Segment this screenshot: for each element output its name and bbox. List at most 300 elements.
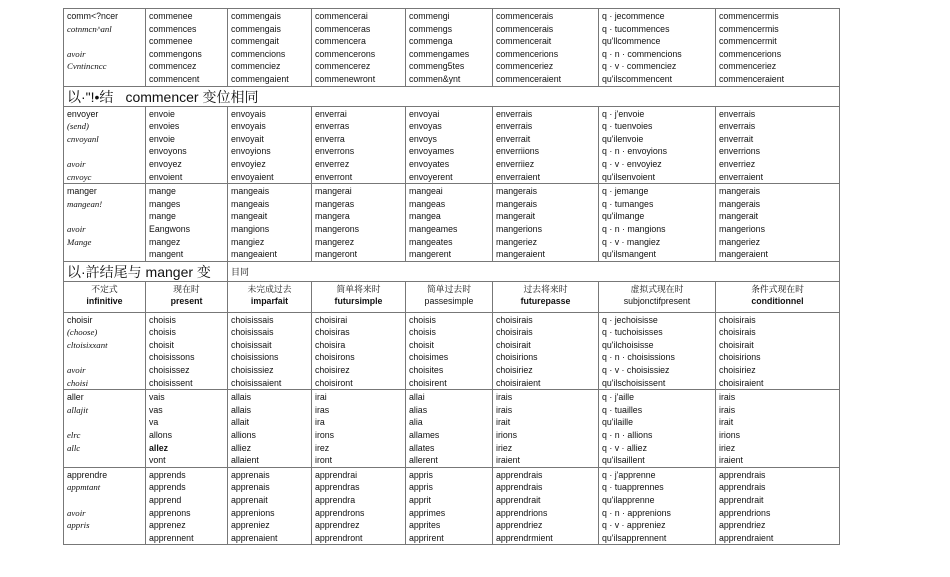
conjugated-form: alia xyxy=(409,417,423,428)
conjugated-form: enverrais xyxy=(719,121,756,132)
infinitive-note xyxy=(67,145,142,158)
tense-name-chinese: 简单过去时 xyxy=(427,283,471,294)
conjugated-form: allais xyxy=(231,392,252,403)
conjugated-form: envoie xyxy=(149,133,175,144)
cell-aller-conditionnel xyxy=(716,390,840,468)
conjugated-form: choisimes xyxy=(409,352,449,363)
conjugated-form: mangerent xyxy=(409,249,452,260)
conjugated-form: envoyait xyxy=(231,133,264,144)
conjugated-form: q · v · appreniez xyxy=(602,520,666,531)
cell-manger-futurepasse xyxy=(493,184,599,262)
conjugated-form: q · n · apprenions xyxy=(602,507,671,518)
conjugated-form: commencermit xyxy=(719,36,777,47)
cell-apprendre-imparfait xyxy=(228,467,312,545)
cell-aller-futurepasse xyxy=(493,390,599,468)
note-left: 以·"!•结 xyxy=(67,88,114,105)
conjugated-form: commen&ynt xyxy=(409,73,461,84)
conjugated-form: commencions xyxy=(231,48,286,59)
conjugated-form: commencermis xyxy=(719,11,779,21)
conjugated-form: qu'ilsenvoient xyxy=(602,171,656,182)
conjugation-table xyxy=(63,8,840,545)
conjugated-form: commengons xyxy=(149,48,202,59)
tense-name-chinese: 过去将来时 xyxy=(523,283,568,294)
conjugated-form: irait xyxy=(719,417,734,428)
conjugated-form: irions xyxy=(496,430,518,441)
conjugated-form: q · tuenvoies xyxy=(602,121,653,132)
conjugated-form: q · jechoisisse xyxy=(602,314,658,325)
note-continuation xyxy=(228,261,840,281)
infinitive-note: choisi xyxy=(67,377,89,388)
infinitive-note: aller xyxy=(67,392,84,403)
conjugated-form: mangeras xyxy=(315,198,355,209)
conjugated-form: commenceriez xyxy=(719,61,777,72)
conjugated-form: mange xyxy=(149,211,176,222)
conjugated-form: mangerions xyxy=(719,223,765,234)
infinitive-note: cnvoyanl xyxy=(67,133,99,144)
conjugated-form: envoyez xyxy=(149,158,182,169)
conjugated-form: mangions xyxy=(231,223,270,234)
conjugated-form: mangerez xyxy=(315,236,355,247)
cell-commencer-passesimple xyxy=(406,9,493,87)
conjugated-form: q · n · commencions xyxy=(602,48,682,59)
conjugated-form: q · tuailles xyxy=(602,404,643,415)
conjugated-form: apprendrons xyxy=(315,507,365,518)
cell-apprendre-subjonctif xyxy=(599,467,716,545)
infinitive-note: elrc xyxy=(67,430,81,441)
conjugated-form: q · jemange xyxy=(602,186,649,197)
conjugated-form: allons xyxy=(149,430,172,441)
conjugated-form: enverra xyxy=(315,133,345,144)
infinitive-note: avoir xyxy=(67,365,86,376)
conjugated-form: iraient xyxy=(719,455,743,466)
conjugated-form: allames xyxy=(409,430,440,441)
infinitive-note xyxy=(67,454,142,467)
infinitive-note: Mange xyxy=(67,236,92,247)
conjugated-form: q · n · mangions xyxy=(602,223,666,234)
conjugated-form: envoyerent xyxy=(409,171,453,182)
tense-name-chinese: 未完成过去 xyxy=(247,283,292,294)
conjugated-form: envoient xyxy=(149,171,183,182)
conjugated-form: apprit xyxy=(409,495,432,505)
conjugated-form: iras xyxy=(315,404,330,415)
conjugated-form: envoyaient xyxy=(231,171,274,182)
conjugated-form: choisiriez xyxy=(719,365,756,376)
conjugated-form: commencerons xyxy=(315,48,376,59)
conjugated-form: mangeriez xyxy=(719,236,761,247)
conjugated-form: vas xyxy=(149,404,163,415)
conjugated-form: allait xyxy=(231,417,250,428)
conjugated-form: apprendriez xyxy=(496,520,543,531)
infinitive-note: cltoisixxant xyxy=(67,339,108,350)
cell-commencer-futursimple xyxy=(312,9,406,87)
conjugated-form: q · tuchoisisses xyxy=(602,327,663,338)
tense-header-conditionnel xyxy=(716,281,840,312)
conjugated-form: mangiez xyxy=(231,236,265,247)
conjugated-form: enverrai xyxy=(315,108,347,119)
conjugated-form: choisirons xyxy=(315,352,355,363)
conjugated-form: choisis xyxy=(409,314,436,325)
note-right: commencer 变位相同 xyxy=(125,88,259,105)
tense-header-imparfait xyxy=(228,281,312,312)
conjugated-form: choisirent xyxy=(409,377,447,388)
conjugated-form: apprendrait xyxy=(719,495,764,505)
conjugated-form: q · v · mangiez xyxy=(602,236,661,247)
conjugated-form: choisissiez xyxy=(231,365,274,376)
tense-header-futursimple xyxy=(312,281,406,312)
tense-name-chinese: 现在时 xyxy=(173,283,200,294)
tense-name-french: subjonctifpresent xyxy=(623,295,691,306)
conjugated-form: choisissait xyxy=(231,339,272,350)
conjugated-form: commengais xyxy=(231,23,281,34)
conjugated-form: mangerais xyxy=(719,186,761,197)
conjugated-form: mangeais xyxy=(231,198,270,209)
conjugated-form: commencera xyxy=(315,36,366,47)
infinitive-note: Cvntincncc xyxy=(67,61,107,72)
infinitive-note: allc xyxy=(67,442,81,453)
conjugated-form: commengs xyxy=(409,23,453,34)
conjugated-form: envoyas xyxy=(409,121,442,132)
conjugated-form: apprirent xyxy=(409,532,444,543)
conjugated-form: irons xyxy=(315,430,335,441)
conjugated-form: choisissons xyxy=(149,352,195,363)
conjugated-form: mangeas xyxy=(409,198,446,209)
cell-commencer-futurepasse xyxy=(493,9,599,87)
cell-aller-futursimple xyxy=(312,390,406,468)
infinitive-note xyxy=(67,73,142,86)
tense-name-french: conditionnel xyxy=(751,295,804,306)
conjugated-form: mangerons xyxy=(315,223,360,234)
conjugated-form: choisirions xyxy=(719,352,761,363)
conjugated-form: iriez xyxy=(719,442,736,453)
conjugated-form: choisites xyxy=(409,365,444,376)
tense-header-subjonctif xyxy=(599,281,716,312)
conjugated-form: choisiront xyxy=(315,377,353,388)
cell-apprendre-infinitive xyxy=(64,467,146,545)
conjugated-form: apprendrions xyxy=(719,507,771,518)
conjugated-form: vais xyxy=(149,392,165,403)
conjugated-form: mangeront xyxy=(315,249,358,260)
cell-manger-infinitive xyxy=(64,184,146,262)
conjugated-form: commencerait xyxy=(496,36,552,47)
conjugated-form: mangera xyxy=(315,211,350,222)
conjugated-form: apprenons xyxy=(149,507,191,518)
conjugated-form: q · v · envoyiez xyxy=(602,158,662,169)
conjugated-form: commengames xyxy=(409,48,470,59)
conjugated-form: choisissions xyxy=(231,352,279,363)
conjugated-form: commenewront xyxy=(315,73,376,84)
conjugated-form: apprends xyxy=(149,482,186,493)
conjugated-form: irais xyxy=(719,392,736,403)
cell-choisir-futursimple xyxy=(312,312,406,390)
conjugated-form: allaient xyxy=(231,455,259,466)
conjugated-form: commencermis xyxy=(719,23,779,34)
conjugated-form: qu'ilsaillent xyxy=(602,455,645,466)
cell-apprendre-passesimple xyxy=(406,467,493,545)
conjugated-form: choisirais xyxy=(719,314,756,325)
infinitive-note: mangean! xyxy=(67,198,103,209)
conjugated-form: choisirez xyxy=(315,365,350,376)
conjugated-form: choisirais xyxy=(496,314,533,325)
conjugated-form: enverrais xyxy=(496,108,533,119)
note-text xyxy=(64,86,840,106)
conjugated-form: mangeraient xyxy=(719,249,768,260)
cell-envoyer-passesimple xyxy=(406,106,493,184)
conjugated-form: mange xyxy=(149,186,176,197)
conjugated-form: commenceraient xyxy=(496,73,562,84)
cell-choisir-futurepasse xyxy=(493,312,599,390)
infinitive-note xyxy=(67,532,142,545)
conjugated-form: choisissez xyxy=(149,365,190,376)
conjugated-form: choisira xyxy=(315,339,346,350)
conjugated-form: apprendrais xyxy=(496,469,543,480)
verb-block-apprendre xyxy=(64,467,840,545)
cell-aller-infinitive xyxy=(64,390,146,468)
cell-aller-imparfait xyxy=(228,390,312,468)
infinitive-note xyxy=(67,35,142,48)
cell-commencer-present xyxy=(146,9,228,87)
conjugated-form: apprendraient xyxy=(719,532,774,543)
cell-envoyer-imparfait xyxy=(228,106,312,184)
infinitive-note: avoir xyxy=(67,223,86,234)
conjugated-form: envoyais xyxy=(231,108,266,119)
conjugated-form: vont xyxy=(149,455,166,466)
conjugated-form: apprendrais xyxy=(496,482,543,493)
conjugated-form: choisiraient xyxy=(719,377,764,388)
conjugated-form: choisirai xyxy=(315,314,348,325)
conjugated-form: commencerais xyxy=(496,23,554,34)
conjugated-form: commencerai xyxy=(315,11,368,21)
cell-choisir-infinitive xyxy=(64,312,146,390)
conjugated-form: mangea xyxy=(409,211,441,222)
cell-apprendre-futurepasse xyxy=(493,467,599,545)
infinitive-note: avoir xyxy=(67,48,86,59)
conjugated-form: va xyxy=(149,417,159,428)
cell-envoyer-futurepasse xyxy=(493,106,599,184)
conjugated-form: qu'ilscommencent xyxy=(602,73,673,84)
conjugated-form: apprendront xyxy=(315,532,363,543)
tense-name-french: imparfait xyxy=(250,295,289,306)
conjugated-form: commences xyxy=(149,23,197,34)
conjugated-form: apprendrmient xyxy=(496,532,553,543)
conjugated-form: envoie xyxy=(149,108,175,119)
conjugated-form: commencent xyxy=(149,73,200,84)
conjugated-form: allions xyxy=(231,430,256,441)
conjugated-form: mangeraient xyxy=(496,249,545,260)
note-right: 目同 xyxy=(231,266,250,277)
conjugated-form: mangeais xyxy=(231,186,270,197)
conjugated-form: q · tumanges xyxy=(602,198,654,209)
conjugated-form: enverraient xyxy=(496,171,541,182)
conjugated-form: choisirions xyxy=(496,352,538,363)
conjugated-form: qu'ilmange xyxy=(602,211,645,222)
note-text xyxy=(64,261,228,281)
verb-block-envoyer xyxy=(64,106,840,184)
conjugated-form: qu'ilschoisissent xyxy=(602,377,666,388)
conjugated-form: mangeates xyxy=(409,236,453,247)
conjugated-form: commenceras xyxy=(315,23,371,34)
infinitive-note: (choose) xyxy=(67,327,98,338)
cell-apprendre-futursimple xyxy=(312,467,406,545)
conjugated-form: qu'ilsmangent xyxy=(602,249,657,260)
conjugated-form: choisiraient xyxy=(496,377,541,388)
conjugated-form: commencez xyxy=(149,61,197,72)
tense-name-french: infinitive xyxy=(86,295,123,306)
cell-envoyer-futursimple xyxy=(312,106,406,184)
conjugated-form: choisirait xyxy=(496,339,531,350)
conjugated-form: enverrions xyxy=(719,146,761,157)
conjugated-form: mangeai xyxy=(409,186,443,197)
conjugated-form: appris xyxy=(409,469,433,480)
conjugated-form: apprendrai xyxy=(315,469,358,480)
conjugated-form: q · v · commenciez xyxy=(602,61,677,72)
cell-choisir-passesimple xyxy=(406,312,493,390)
conjugated-form: envoyions xyxy=(231,146,271,157)
conjugated-form: enverriions xyxy=(496,146,540,157)
cell-manger-futursimple xyxy=(312,184,406,262)
cell-choisir-imparfait xyxy=(228,312,312,390)
verb-block-choisir xyxy=(64,312,840,390)
conjugated-form: apprenions xyxy=(231,507,275,518)
conjugated-form: irais xyxy=(719,404,736,415)
conjugated-form: apprenait xyxy=(231,495,268,505)
note-left: 以·許结尾与 manger 变 xyxy=(67,263,211,280)
conjugated-form: apprenez xyxy=(149,520,186,531)
conjugated-form: q · tucommences xyxy=(602,23,670,34)
conjugated-form: choisiras xyxy=(315,327,350,338)
conjugated-form: iraient xyxy=(496,455,520,466)
conjugated-form: manges xyxy=(149,198,181,209)
conjugated-form: enverrez xyxy=(315,158,350,169)
conjugated-form: irez xyxy=(315,442,330,453)
tense-header-futurepasse xyxy=(493,281,599,312)
cell-apprendre-present xyxy=(146,467,228,545)
table-body xyxy=(64,9,840,545)
infinitive-note: apprendre xyxy=(67,469,108,480)
conjugated-form: mangerai xyxy=(315,186,352,197)
conjugated-form: choisirais xyxy=(719,327,756,338)
tense-header-passesimple xyxy=(406,281,493,312)
conjugated-form: commengaient xyxy=(231,73,289,84)
conjugated-form: alias xyxy=(409,404,428,415)
conjugated-form: commencerais xyxy=(496,11,554,21)
conjugated-form: commenciez xyxy=(231,61,281,72)
tense-name-french: futursimple xyxy=(334,295,383,306)
infinitive-note: appris xyxy=(67,520,90,531)
conjugated-form: envoyai xyxy=(409,108,440,119)
verb-block-aller xyxy=(64,390,840,468)
conjugated-form: apprendrions xyxy=(496,507,548,518)
infinitive-note: allajit xyxy=(67,404,89,415)
conjugated-form: apprenais xyxy=(231,469,270,480)
conjugated-form: choisiriez xyxy=(496,365,533,376)
verb-block-manger xyxy=(64,184,840,262)
conjugated-form: apprenaient xyxy=(231,532,278,543)
conjugated-form: choisis xyxy=(149,327,176,338)
cell-choisir-conditionnel xyxy=(716,312,840,390)
conjugated-form: commenceraient xyxy=(719,73,785,84)
conjugated-form: qu'ilsapprennent xyxy=(602,532,667,543)
conjugated-form: envoys xyxy=(409,133,437,144)
conjugated-form: enverrait xyxy=(496,133,531,144)
tense-header-infinitive xyxy=(64,281,146,312)
cell-commencer-infinitive xyxy=(64,9,146,87)
cell-manger-conditionnel xyxy=(716,184,840,262)
infinitive-note: comm<?ncer xyxy=(67,11,119,21)
infinitive-note xyxy=(67,416,142,429)
conjugated-form: commengais xyxy=(231,11,281,21)
conjugated-form: choisis xyxy=(409,327,436,338)
tense-name-french: futurepasse xyxy=(520,295,571,306)
conjugated-form: enverrait xyxy=(719,133,754,144)
conjugated-form: apprends xyxy=(149,469,186,480)
conjugated-form: q · n · allions xyxy=(602,430,653,441)
conjugated-form: apprendrez xyxy=(315,520,360,531)
conjugated-form: choisis xyxy=(149,314,176,325)
conjugated-form: commencerions xyxy=(719,48,782,59)
cell-manger-imparfait xyxy=(228,184,312,262)
tense-name-chinese: 简单将来时 xyxy=(336,283,381,294)
conjugated-form: envoyames xyxy=(409,146,454,157)
tense-name-chinese: 条件式现在时 xyxy=(751,283,804,294)
cell-envoyer-subjonctif xyxy=(599,106,716,184)
conjugated-form: apprendrais xyxy=(719,482,766,493)
cell-envoyer-conditionnel xyxy=(716,106,840,184)
conjugated-form: envoyons xyxy=(149,146,187,157)
conjugated-form: commeng5tes xyxy=(409,61,465,72)
conjugated-form: apprendrais xyxy=(719,469,766,480)
section-note xyxy=(64,86,840,106)
cell-aller-present xyxy=(146,390,228,468)
cell-commencer-imparfait xyxy=(228,9,312,87)
conjugated-form: q · n · envoyions xyxy=(602,146,668,157)
conjugated-form: mangent xyxy=(149,249,184,260)
cell-aller-subjonctif xyxy=(599,390,716,468)
infinitive-note: manger xyxy=(67,186,97,197)
cell-manger-subjonctif xyxy=(599,184,716,262)
cell-manger-present xyxy=(146,184,228,262)
conjugated-form: allai xyxy=(409,392,425,403)
conjugated-form: apprend xyxy=(149,495,182,505)
conjugated-form: Eangwons xyxy=(149,223,191,234)
conjugated-form: ira xyxy=(315,417,325,428)
conjugated-form: commencerez xyxy=(315,61,371,72)
conjugated-form: apprimes xyxy=(409,507,446,518)
conjugated-form: envoyais xyxy=(231,121,266,132)
conjugated-form: q · v · choisissiez xyxy=(602,365,670,376)
conjugated-form: enverraient xyxy=(719,171,764,182)
infinitive-note: avoir xyxy=(67,158,86,169)
conjugated-form: commenee xyxy=(149,11,193,21)
infinitive-note xyxy=(67,210,142,223)
conjugated-form: q · jecommence xyxy=(602,11,665,21)
conjugated-form: appris xyxy=(409,482,433,493)
conjugated-form: irait xyxy=(496,417,511,428)
conjugated-form: q · v · alliez xyxy=(602,442,647,453)
conjugated-form: mangeames xyxy=(409,223,458,234)
conjugated-form: qu'ilaille xyxy=(602,417,634,428)
infinitive-note xyxy=(67,351,142,364)
cell-aller-passesimple xyxy=(406,390,493,468)
tense-name-chinese: 虚拟式现在时 xyxy=(630,283,684,294)
cell-commencer-subjonctif xyxy=(599,9,716,87)
conjugated-form: commengi xyxy=(409,11,450,21)
conjugated-form: enverrais xyxy=(496,121,533,132)
conjugated-form: enverriez xyxy=(719,158,756,169)
infinitive-note: (send) xyxy=(67,121,89,132)
conjugated-form: qu'ilchoisisse xyxy=(602,339,654,350)
conjugated-form: allerent xyxy=(409,455,438,466)
infinitive-note: cnvoyc xyxy=(67,171,92,182)
